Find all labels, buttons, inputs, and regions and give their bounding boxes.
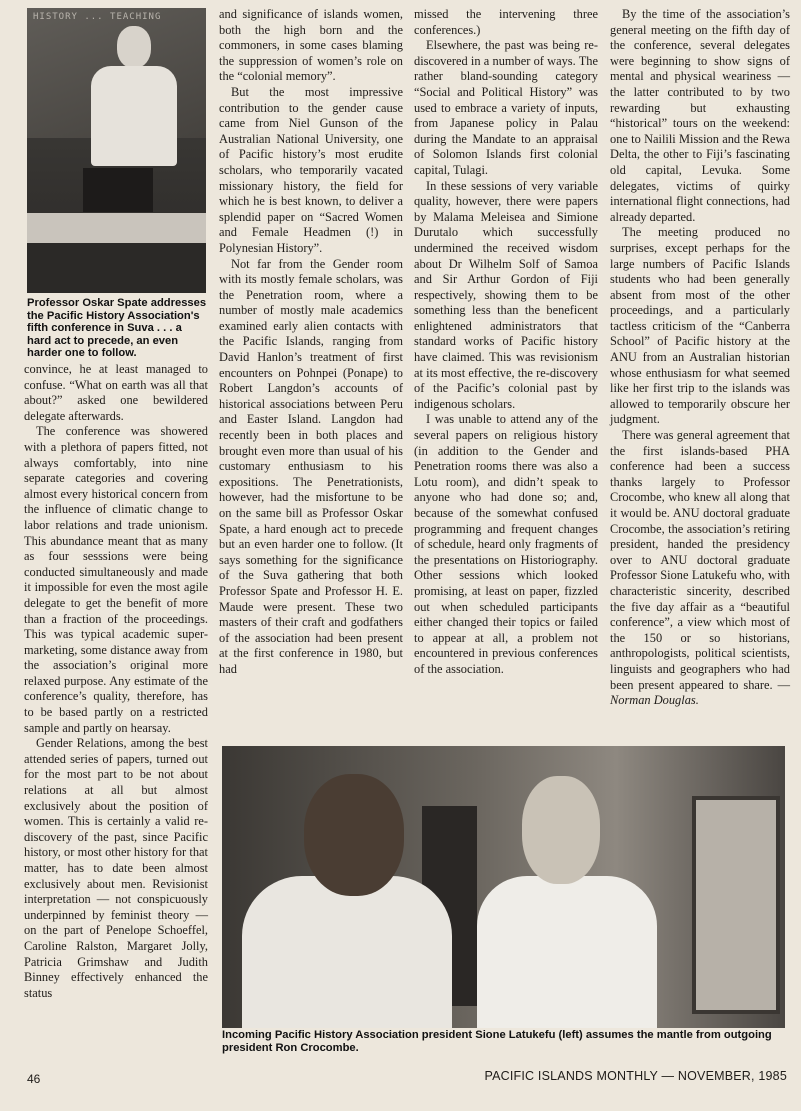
lectern xyxy=(83,168,153,212)
photo-caption-bottom: Incoming Pacific History Association president Sione Latukefu (left) assumes the mantle from outgoing president Ron Crocombe. xyxy=(222,1029,772,1054)
article-column-3 xyxy=(414,7,598,678)
photo-latukefu-crocombe xyxy=(222,746,785,1028)
magazine-footer: PACIFIC ISLANDS MONTHLY — NOVEMBER, 1985 xyxy=(484,1069,787,1083)
speaker-head xyxy=(117,26,151,68)
paragraph: I was unable to attend any of the several papers on religious history (in addition to the Gender and Penetration rooms there was also a Lotu room), and didn’t speak to anyone who had done so; and, because of the somewhat confused programming and frequent changes of schedule, heard only fragments of the presentations on Historiography. Other sessions which looked promising, at least on paper, fizzled out when scheduled participants either changed their topics or failed to appear at all, a problem not encountered in previous conferences of the association. xyxy=(414,412,598,676)
paragraph: The meeting produced no surprises, except perhaps for the large numbers of Pacific Islands students who had been generally absent from most of the other proceedings, and a particularly tactless criticism of the “Canberra School” of Pacific history at the ANU from an Australian historian whose enthusiasm for what seemed like her first trip to the islands was allowed to temporarily obscure her judgment. xyxy=(610,225,790,427)
speaker-body xyxy=(91,66,177,166)
page-number: 46 xyxy=(27,1072,41,1086)
paragraph: In these sessions of very variable quality, however, there were papers by Malama Meleisea and Simione Durutalo which successfully undermined the received wisdom about Dr Wilhelm Solf of Samoa and Sir Arthur Gordon of Fiji respectively, showing them to be something less than the beneficent enlightened administrators that standard works of Pacific history have claimed. This was revisionism at its most effective, the re-discovery of the Pacific’s colonial past by indigenous scholars. xyxy=(414,178,598,411)
photo-oskar-spate xyxy=(27,8,206,293)
window xyxy=(692,796,780,1014)
paragraph: Gender Relations, among the best attended series of papers, turned out for the most part to be not about relations at all but almost exclusively about the position of women. This is certainly a valid re-discovery of the past, since Pacific history, or most other history for that matter, has to date been almost exclusively about men. Revisionist interpretation — not conspicuously underpinned by feminist theory — on the part of Penelope Schoeffel, Caroline Ralston, Margaret Jolly, Patricia Grimshaw and Judith Binney effectively enhanced the status xyxy=(24,736,208,1000)
paragraph: By the time of the association’s general meeting on the fifth day of the conference, several delegates were beginning to show signs of mental and physical weariness — the latter contributed to by two rewarding but exhausting “historical” tours on the weekend: one to Nailili Mission and the Rewa Delta, the other to Fiji’s fascinating old capital, Levuka. Some delegates, victims of quirky international flight connections, had already departed. xyxy=(610,7,790,224)
paragraph xyxy=(610,428,790,709)
paragraph: Not far from the Gender room with its mostly female scholars, was the Penetration room, where a number of mostly male academics examined early alien contacts with the Pacific Islands, ranging from David Hanlon’s treatment of first encounters on Pohnpei (Ponape) to Robert Langdon’s accounts of historical associations between Peru and Easter Island. Langdon had recently been in both places and brought even more than usual of his customary enthusiasm to his expositions. The Penetrationists, however, had the misfortune to be on the same bill as Professor Oskar Spate, a hard enough act to precede but an even harder one to follow. (It says something for the significance of the Suva gathering that both Professor Spate and Professor H. E. Maude were present. These two masters of their craft and godfathers of the association had been present at the first conference in 1980, but had xyxy=(219,256,403,676)
paragraph: Elsewhere, the past was being re-discovered in a number of ways. The rather bland-sounding category “Social and Political History” was used to embrace a variety of inputs, from Japanese policy in Palau during the Mandate to an appraisal of Solomon Islands first colonial capital, Tulagi. xyxy=(414,38,598,177)
paragraph: The conference was showered with a plethora of papers fitted, not always comfortably, into nine separate categories and covering almost every historical concern from the influence of climatic change to labor relations and trade unionism. This abundance meant that as many as four sesssions were being conducted simultaneously and made it impossible for even the most agile delegate to get the benefit of more than a fraction of the proceedings. This was typical academic super-marketing, some distance away from the association’s original more relaxed purpose. Any estimate of the conference’s quality, therefore, has to be based partly on a restricted sample and partly on hearsay. xyxy=(24,424,208,735)
photo-caption-top: Professor Oskar Spate addresses the Pacific History Association's fifth conference in Suva . . . a hard act to precede, an even harder one to follow. xyxy=(27,297,207,359)
author-byline: Norman Douglas. xyxy=(610,693,699,708)
latukefu-body xyxy=(242,876,452,1028)
paragraph: convince, he at least managed to confuse. “What on earth was all that about?” asked one bewildered delegate afterwards. xyxy=(24,362,208,423)
paragraph: missed the intervening three conferences.) xyxy=(414,7,598,37)
article-column-4 xyxy=(610,7,790,709)
paragraph: and significance of islands women, both the high born and the commoners, in some cases blaming the suppression of women’s role on the “colonial memory”. xyxy=(219,7,403,84)
article-column-1 xyxy=(24,362,208,1001)
floor xyxy=(27,243,206,293)
latukefu-head xyxy=(304,774,404,896)
chalkboard-text: HISTORY ... TEACHING xyxy=(33,12,162,22)
article-column-2 xyxy=(219,7,403,678)
table xyxy=(27,213,206,243)
crocombe-head xyxy=(522,776,600,884)
paragraph-text: There was general agreement that the first islands-based PHA conference had been a success thanks largely to Professor Crocombe, who knew all along that it would be. ANU doctoral graduate Crocombe, the association’s retiring president, handed the presidency over to ANU doctoral graduate Professor Sione Latukefu who, with characteristic sincerity, described the five day affair as a “beautiful conference”, a view which most of the 150 or so historians, anthropologists, political scientists, linguists and geographers who had been present appeared to share. — xyxy=(610,428,790,692)
crocombe-body xyxy=(477,876,657,1028)
paragraph: But the most impressive contribution to the gender cause came from Niel Gunson of the Australian National University, one of Pacific history’s most erudite scholars, who temporarily vacated missionary history, the field for which he is best known, to deliver a splendid paper on “Sacred Women and Female Headmen (!) in Polynesian History”. xyxy=(219,84,403,255)
